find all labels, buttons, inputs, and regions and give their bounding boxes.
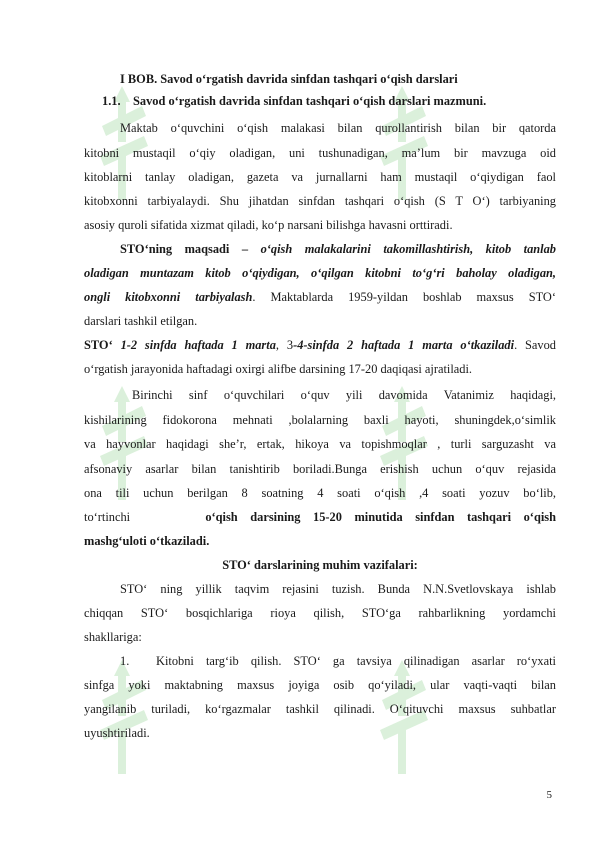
page-number: 5 — [546, 789, 552, 801]
paragraph-line: afsonaviy asarlar bilan tanishtirib boriladi.Bunga erishish uchun o‘quv rejasida — [84, 462, 556, 476]
paragraph-line: Maktab o‘quvchini o‘qish malakasi bilan qurollantirish bilan bir qatorda — [120, 121, 556, 135]
goal-line: ongli kitobxonni tarbiyalash. Maktablarda 1959-yildan boshlab maxsus STO‘ — [84, 290, 557, 304]
list-item-line: yangilanib turiladi, ko‘rgazmalar tashkil qilinadi. O‘qituvchi maxsus suhbatlar — [84, 702, 556, 716]
paragraph-line: ona tili uchun berilgan 8 soatning 4 soati o‘qish ,4 soati yozuv bo‘lib, — [84, 486, 556, 500]
goal-line: oladigan muntazam kitob o‘qiydigan, o‘qilgan kitobni to‘g‘ri baholay oladigan, — [84, 266, 556, 280]
paragraph-line: to‘rtinchi o‘qish darsining 15-20 minutida sinfdan tashqari o‘qish — [84, 510, 556, 524]
paragraph-line: o‘rgatish jarayonida haftadagi oxirgi alifbe darsining 17-20 daqiqasi ajratiladi. — [84, 362, 473, 376]
paragraph-line: kishilarining fidokorona mehnati ,bolalarning baxli hayoti, shuningdek,o‘simlik — [84, 413, 556, 427]
paragraph-line: darslari tashkil etilgan. — [84, 314, 198, 328]
paragraph-line: mashg‘uloti o‘tkaziladi. — [84, 534, 210, 548]
list-item-line: sinfga yoki maktabning maxsus joyiga osib qo‘yiladi, ular vaqti-vaqti bilan — [84, 678, 556, 692]
chapter-title: I BOB. Savod o‘rgatish davrida sinfdan tashqari o‘qish darslari — [120, 72, 458, 86]
paragraph-line: chiqqan STO‘ bosqichlariga rioya qilish, STO‘ga rahbarlikning yordamchi — [84, 606, 556, 620]
goal-line: STO‘ning maqsadi – o‘qish malakalarini takomillashtirish, kitob tanlab — [120, 242, 556, 256]
paragraph-line: STO‘ ning yillik taqvim rejasini tuzish. Bunda N.N.Svetlovskaya ishlab — [120, 582, 556, 596]
subheading: STO‘ darslarining muhim vazifalari: — [222, 558, 418, 572]
paragraph-line: kitobni mustaqil o‘qiy oladigan, uni tushunadigan, ma’lum bir mavzuga oid — [84, 146, 556, 160]
paragraph-line: kitobxonni tarbiyalaydi. Shu jihatdan sinfdan tashqari o‘qish (S T O‘) tarbiyaning — [84, 194, 556, 208]
paragraph-line: asosiy quroli sifatida xizmat qiladi, ko‘p narsani bilishga havasni orttiradi. — [84, 218, 453, 232]
section-heading: 1.1. Savod o‘rgatish davrida sinfdan tashqari o‘qish darslari mazmuni. — [102, 94, 487, 108]
list-item-line: uyushtiriladi. — [84, 726, 150, 740]
paragraph-line: va hayvonlar haqidagi she’r, ertak, hikoya va topishmoqlar , turli sarguzasht va — [84, 437, 556, 451]
paragraph-line: kitoblarni tanlay oladigan, gazeta va jurnallarni ham mustaqil o‘qiydigan faol — [84, 170, 556, 184]
list-item-line: Kitobni targ‘ib qilish. STO‘ ga tavsiya qilinadigan asarlar ro‘yxati — [156, 654, 556, 668]
paragraph-line: Birinchi sinf o‘quvchilari o‘quv yili davomida Vatanimiz haqidagi, — [132, 388, 556, 402]
paragraph-line: shakllariga: — [84, 630, 142, 644]
list-item-number: 1. — [120, 654, 130, 668]
frequency-line: STO‘ 1-2 sinfda haftada 1 marta, 3-4-sinfda 2 haftada 1 marta o‘tkaziladi. Savod — [84, 338, 557, 352]
